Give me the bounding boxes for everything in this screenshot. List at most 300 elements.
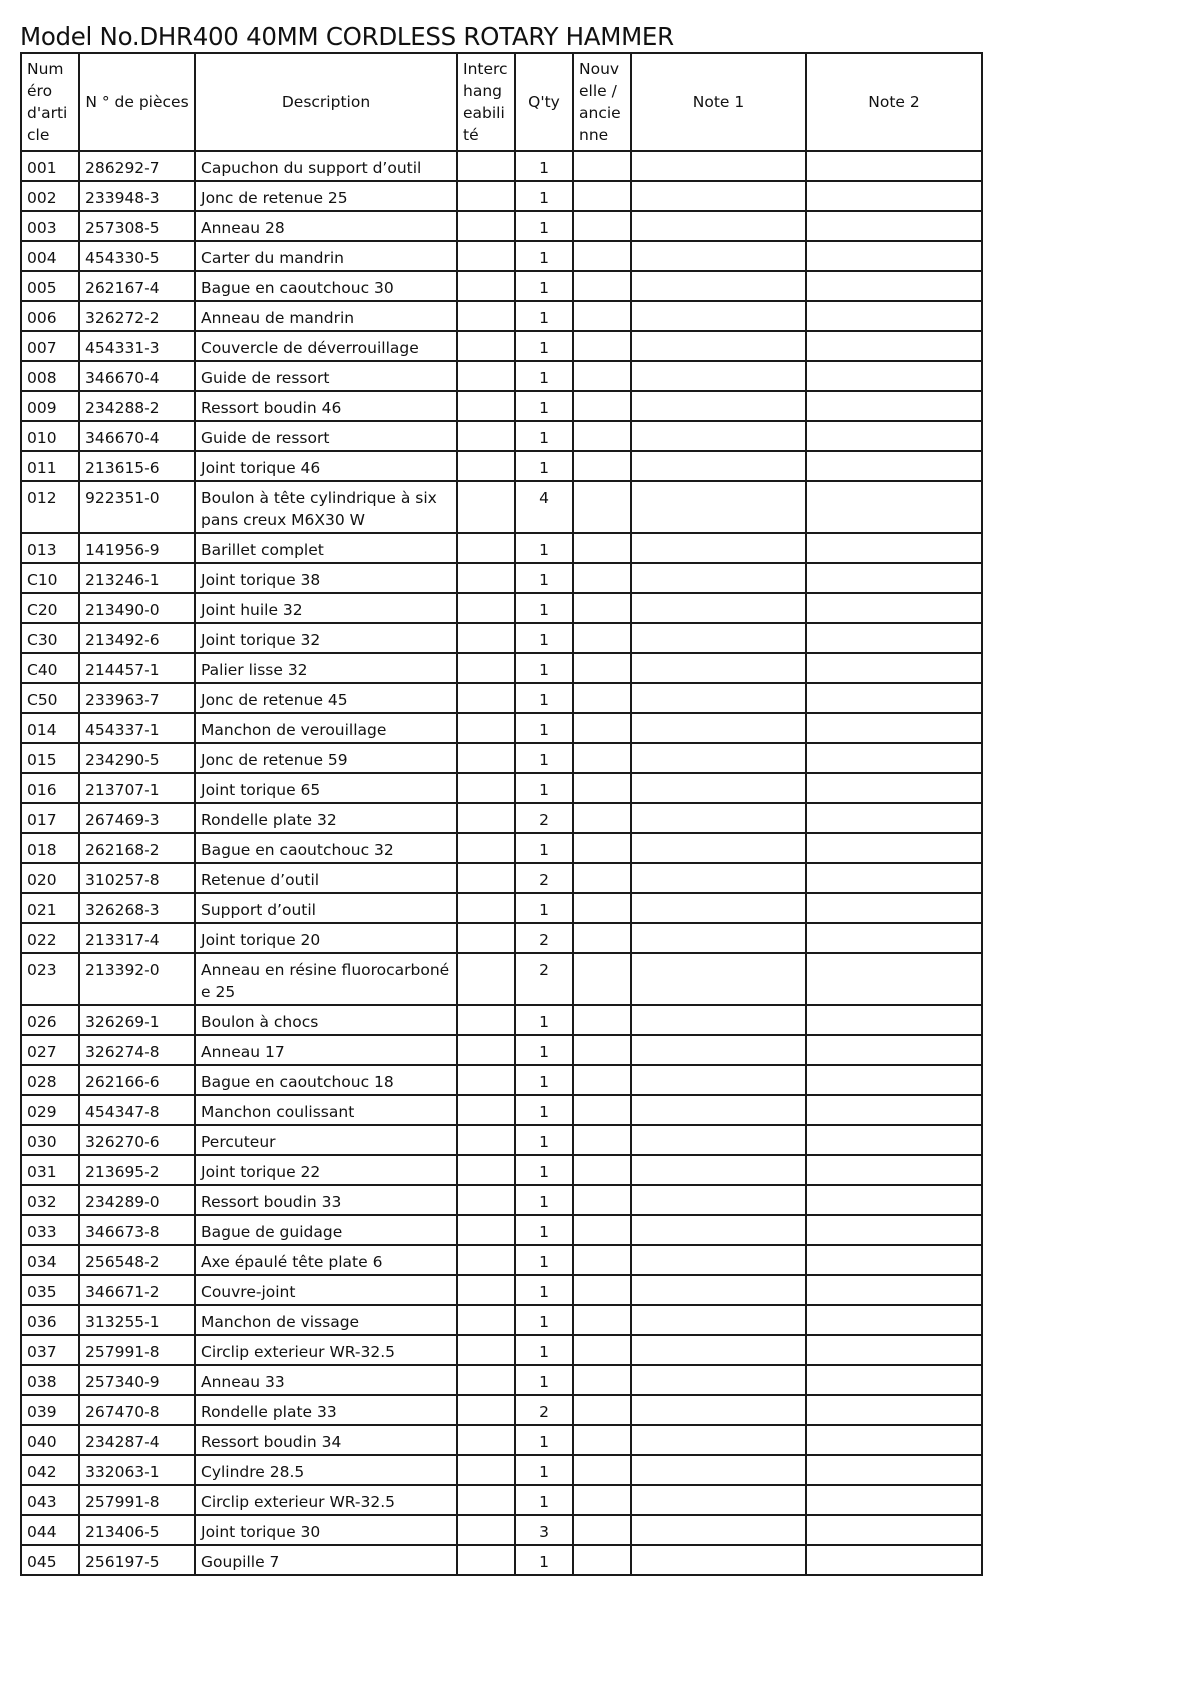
cell-interchangeability: [457, 181, 515, 211]
cell-item-number: 031: [21, 1155, 79, 1185]
cell-interchangeability: [457, 361, 515, 391]
cell-note-1: [631, 1395, 806, 1425]
cell-quantity: 1: [515, 151, 573, 181]
cell-quantity: 1: [515, 1095, 573, 1125]
cell-note-2: [806, 391, 982, 421]
cell-new-old: [573, 1185, 631, 1215]
cell-part-number: 262168-2: [79, 833, 195, 863]
cell-item-number: 007: [21, 331, 79, 361]
cell-part-number: 346671-2: [79, 1275, 195, 1305]
table-row: [21, 863, 982, 893]
cell-item-number: C40: [21, 653, 79, 683]
cell-interchangeability: [457, 1005, 515, 1035]
cell-part-number: 326274-8: [79, 1035, 195, 1065]
cell-note-1: [631, 533, 806, 563]
cell-new-old: [573, 833, 631, 863]
cell-new-old: [573, 1515, 631, 1545]
cell-item-number: 023: [21, 953, 79, 1005]
cell-description: Ressort boudin 33: [195, 1185, 457, 1215]
cell-item-number: 030: [21, 1125, 79, 1155]
table-row: [21, 1455, 982, 1485]
cell-note-1: [631, 653, 806, 683]
cell-interchangeability: [457, 1515, 515, 1545]
cell-note-1: [631, 1455, 806, 1485]
cell-note-2: [806, 1425, 982, 1455]
table-row: [21, 271, 982, 301]
cell-item-number: 020: [21, 863, 79, 893]
cell-description: Bague en caoutchouc 18: [195, 1065, 457, 1095]
cell-note-1: [631, 713, 806, 743]
cell-new-old: [573, 1545, 631, 1575]
cell-new-old: [573, 683, 631, 713]
cell-item-number: 040: [21, 1425, 79, 1455]
cell-quantity: 1: [515, 1545, 573, 1575]
table-row: [21, 1035, 982, 1065]
cell-description: Ressort boudin 34: [195, 1425, 457, 1455]
cell-item-number: 039: [21, 1395, 79, 1425]
cell-item-number: 043: [21, 1485, 79, 1515]
cell-interchangeability: [457, 451, 515, 481]
cell-new-old: [573, 1005, 631, 1035]
cell-part-number: 234289-0: [79, 1185, 195, 1215]
cell-quantity: 1: [515, 533, 573, 563]
cell-new-old: [573, 481, 631, 533]
cell-quantity: 1: [515, 1035, 573, 1065]
cell-interchangeability: [457, 923, 515, 953]
cell-item-number: 021: [21, 893, 79, 923]
cell-description: Cylindre 28.5: [195, 1455, 457, 1485]
cell-part-number: 213246-1: [79, 563, 195, 593]
cell-interchangeability: [457, 743, 515, 773]
cell-part-number: 346673-8: [79, 1215, 195, 1245]
cell-part-number: 213695-2: [79, 1155, 195, 1185]
cell-part-number: 213707-1: [79, 773, 195, 803]
cell-item-number: 012: [21, 481, 79, 533]
cell-quantity: 1: [515, 1275, 573, 1305]
cell-quantity: 1: [515, 713, 573, 743]
table-row: [21, 1155, 982, 1185]
cell-note-1: [631, 151, 806, 181]
cell-part-number: 257991-8: [79, 1485, 195, 1515]
cell-new-old: [573, 151, 631, 181]
cell-part-number: 454330-5: [79, 241, 195, 271]
cell-item-number: 035: [21, 1275, 79, 1305]
cell-note-2: [806, 301, 982, 331]
cell-interchangeability: [457, 953, 515, 1005]
cell-interchangeability: [457, 241, 515, 271]
cell-quantity: 1: [515, 1365, 573, 1395]
cell-item-number: 008: [21, 361, 79, 391]
cell-part-number: 213406-5: [79, 1515, 195, 1545]
cell-quantity: 1: [515, 893, 573, 923]
cell-item-number: 009: [21, 391, 79, 421]
cell-note-1: [631, 1095, 806, 1125]
cell-new-old: [573, 953, 631, 1005]
table-row: [21, 421, 982, 451]
cell-description: Manchon de vissage: [195, 1305, 457, 1335]
cell-note-2: [806, 1545, 982, 1575]
cell-part-number: 262167-4: [79, 271, 195, 301]
cell-description: Carter du mandrin: [195, 241, 457, 271]
table-row: [21, 1005, 982, 1035]
cell-note-1: [631, 1275, 806, 1305]
cell-part-number: 141956-9: [79, 533, 195, 563]
cell-interchangeability: [457, 1095, 515, 1125]
cell-item-number: 006: [21, 301, 79, 331]
cell-part-number: 454347-8: [79, 1095, 195, 1125]
cell-new-old: [573, 773, 631, 803]
table-row: [21, 563, 982, 593]
cell-note-1: [631, 563, 806, 593]
cell-description: Couvre-joint: [195, 1275, 457, 1305]
table-row: [21, 301, 982, 331]
cell-interchangeability: [457, 653, 515, 683]
cell-interchangeability: [457, 1485, 515, 1515]
cell-item-number: 017: [21, 803, 79, 833]
cell-quantity: 1: [515, 1125, 573, 1155]
cell-item-number: C30: [21, 623, 79, 653]
cell-note-2: [806, 893, 982, 923]
cell-interchangeability: [457, 773, 515, 803]
cell-interchangeability: [457, 151, 515, 181]
cell-quantity: 2: [515, 1395, 573, 1425]
cell-description: Rondelle plate 33: [195, 1395, 457, 1425]
cell-new-old: [573, 361, 631, 391]
cell-description: Jonc de retenue 45: [195, 683, 457, 713]
cell-interchangeability: [457, 211, 515, 241]
cell-part-number: 326268-3: [79, 893, 195, 923]
cell-note-1: [631, 1485, 806, 1515]
cell-description: Goupille 7: [195, 1545, 457, 1575]
cell-new-old: [573, 1095, 631, 1125]
table-row: [21, 1545, 982, 1575]
cell-item-number: 032: [21, 1185, 79, 1215]
cell-note-1: [631, 271, 806, 301]
cell-new-old: [573, 1335, 631, 1365]
cell-new-old: [573, 893, 631, 923]
cell-note-1: [631, 1005, 806, 1035]
cell-description: Bague en caoutchouc 32: [195, 833, 457, 863]
cell-interchangeability: [457, 331, 515, 361]
cell-note-1: [631, 833, 806, 863]
cell-item-number: 013: [21, 533, 79, 563]
cell-part-number: 256548-2: [79, 1245, 195, 1275]
cell-note-1: [631, 481, 806, 533]
cell-part-number: 234287-4: [79, 1425, 195, 1455]
cell-note-2: [806, 481, 982, 533]
table-row: [21, 1245, 982, 1275]
cell-description: Ressort boudin 46: [195, 391, 457, 421]
cell-item-number: 034: [21, 1245, 79, 1275]
cell-interchangeability: [457, 1245, 515, 1275]
cell-item-number: 016: [21, 773, 79, 803]
cell-part-number: 454337-1: [79, 713, 195, 743]
cell-interchangeability: [457, 421, 515, 451]
cell-part-number: 257340-9: [79, 1365, 195, 1395]
cell-quantity: 1: [515, 1335, 573, 1365]
cell-item-number: C10: [21, 563, 79, 593]
cell-item-number: 038: [21, 1365, 79, 1395]
table-row: [21, 833, 982, 863]
cell-note-1: [631, 331, 806, 361]
cell-part-number: 213492-6: [79, 623, 195, 653]
cell-note-2: [806, 1275, 982, 1305]
cell-item-number: C20: [21, 593, 79, 623]
cell-interchangeability: [457, 481, 515, 533]
column-header-interchangeability: Interchangeabilité: [457, 53, 515, 151]
cell-note-2: [806, 743, 982, 773]
cell-quantity: 1: [515, 593, 573, 623]
cell-part-number: 234288-2: [79, 391, 195, 421]
table-row: [21, 743, 982, 773]
cell-interchangeability: [457, 1305, 515, 1335]
cell-note-2: [806, 563, 982, 593]
table-row: [21, 953, 982, 1005]
cell-note-1: [631, 1425, 806, 1455]
table-row: [21, 593, 982, 623]
cell-note-1: [631, 301, 806, 331]
cell-item-number: 045: [21, 1545, 79, 1575]
column-header-note-1: Note 1: [631, 53, 806, 151]
cell-part-number: 922351-0: [79, 481, 195, 533]
cell-interchangeability: [457, 1395, 515, 1425]
page-title: Model No.DHR400 40MM CORDLESS ROTARY HAMMER: [20, 22, 674, 51]
cell-part-number: 234290-5: [79, 743, 195, 773]
cell-item-number: 002: [21, 181, 79, 211]
cell-note-1: [631, 1335, 806, 1365]
cell-note-2: [806, 151, 982, 181]
cell-note-2: [806, 1005, 982, 1035]
cell-new-old: [573, 563, 631, 593]
cell-part-number: 310257-8: [79, 863, 195, 893]
cell-note-2: [806, 1515, 982, 1545]
cell-interchangeability: [457, 1365, 515, 1395]
cell-interchangeability: [457, 833, 515, 863]
cell-new-old: [573, 743, 631, 773]
cell-item-number: 044: [21, 1515, 79, 1545]
cell-item-number: 027: [21, 1035, 79, 1065]
cell-note-1: [631, 683, 806, 713]
cell-part-number: 213392-0: [79, 953, 195, 1005]
cell-note-2: [806, 1455, 982, 1485]
cell-quantity: 4: [515, 481, 573, 533]
table-row: [21, 1425, 982, 1455]
cell-quantity: 1: [515, 563, 573, 593]
cell-item-number: 036: [21, 1305, 79, 1335]
cell-description: Joint torique 22: [195, 1155, 457, 1185]
cell-description: Capuchon du support d’outil: [195, 151, 457, 181]
table-row: [21, 533, 982, 563]
table-row: [21, 1065, 982, 1095]
cell-description: Anneau en résine fluorocarbonée 25: [195, 953, 457, 1005]
cell-quantity: 1: [515, 421, 573, 451]
cell-description: Jonc de retenue 25: [195, 181, 457, 211]
cell-part-number: 267470-8: [79, 1395, 195, 1425]
cell-description: Circlip exterieur WR-32.5: [195, 1485, 457, 1515]
cell-new-old: [573, 803, 631, 833]
cell-quantity: 1: [515, 1185, 573, 1215]
cell-note-2: [806, 241, 982, 271]
cell-interchangeability: [457, 623, 515, 653]
cell-description: Joint torique 32: [195, 623, 457, 653]
cell-item-number: 003: [21, 211, 79, 241]
cell-quantity: 1: [515, 301, 573, 331]
cell-note-2: [806, 1395, 982, 1425]
cell-new-old: [573, 713, 631, 743]
table-row: [21, 623, 982, 653]
cell-description: Rondelle plate 32: [195, 803, 457, 833]
cell-description: Jonc de retenue 59: [195, 743, 457, 773]
cell-item-number: 033: [21, 1215, 79, 1245]
cell-interchangeability: [457, 1125, 515, 1155]
cell-description: Joint torique 30: [195, 1515, 457, 1545]
cell-interchangeability: [457, 803, 515, 833]
cell-item-number: 004: [21, 241, 79, 271]
cell-note-1: [631, 1065, 806, 1095]
cell-note-1: [631, 1155, 806, 1185]
table-row: [21, 451, 982, 481]
cell-note-1: [631, 593, 806, 623]
column-header-item-number: Numéro d'article: [21, 53, 79, 151]
cell-note-2: [806, 683, 982, 713]
cell-new-old: [573, 863, 631, 893]
cell-interchangeability: [457, 271, 515, 301]
cell-interchangeability: [457, 713, 515, 743]
cell-part-number: 454331-3: [79, 331, 195, 361]
cell-note-2: [806, 533, 982, 563]
cell-quantity: 2: [515, 863, 573, 893]
cell-new-old: [573, 391, 631, 421]
cell-quantity: 1: [515, 1215, 573, 1245]
cell-note-2: [806, 623, 982, 653]
cell-quantity: 1: [515, 1155, 573, 1185]
cell-note-2: [806, 1215, 982, 1245]
cell-part-number: 326272-2: [79, 301, 195, 331]
table-row: [21, 1305, 982, 1335]
cell-part-number: 213317-4: [79, 923, 195, 953]
cell-quantity: 1: [515, 241, 573, 271]
cell-item-number: 014: [21, 713, 79, 743]
cell-interchangeability: [457, 1065, 515, 1095]
cell-note-1: [631, 1545, 806, 1575]
cell-new-old: [573, 271, 631, 301]
cell-note-2: [806, 1245, 982, 1275]
cell-quantity: 1: [515, 1245, 573, 1275]
cell-item-number: 029: [21, 1095, 79, 1125]
cell-note-1: [631, 211, 806, 241]
cell-description: Anneau 33: [195, 1365, 457, 1395]
cell-quantity: 1: [515, 391, 573, 421]
cell-description: Manchon de verouillage: [195, 713, 457, 743]
cell-interchangeability: [457, 893, 515, 923]
cell-new-old: [573, 1065, 631, 1095]
table-row: [21, 1335, 982, 1365]
cell-description: Joint torique 20: [195, 923, 457, 953]
table-row: [21, 1485, 982, 1515]
cell-new-old: [573, 1035, 631, 1065]
cell-note-2: [806, 1155, 982, 1185]
cell-note-2: [806, 181, 982, 211]
cell-description: Joint torique 65: [195, 773, 457, 803]
cell-part-number: 346670-4: [79, 421, 195, 451]
cell-description: Anneau 17: [195, 1035, 457, 1065]
cell-interchangeability: [457, 1335, 515, 1365]
cell-interchangeability: [457, 593, 515, 623]
cell-description: Bague en caoutchouc 30: [195, 271, 457, 301]
cell-description: Anneau 28: [195, 211, 457, 241]
cell-note-2: [806, 593, 982, 623]
cell-quantity: 1: [515, 1065, 573, 1095]
cell-new-old: [573, 593, 631, 623]
cell-part-number: 332063-1: [79, 1455, 195, 1485]
cell-note-2: [806, 421, 982, 451]
cell-quantity: 1: [515, 683, 573, 713]
cell-part-number: 346670-4: [79, 361, 195, 391]
cell-part-number: 262166-6: [79, 1065, 195, 1095]
cell-note-1: [631, 181, 806, 211]
cell-note-1: [631, 421, 806, 451]
cell-quantity: 1: [515, 331, 573, 361]
cell-new-old: [573, 211, 631, 241]
cell-note-2: [806, 863, 982, 893]
cell-description: Support d’outil: [195, 893, 457, 923]
cell-interchangeability: [457, 301, 515, 331]
cell-note-1: [631, 1245, 806, 1275]
cell-note-1: [631, 743, 806, 773]
cell-item-number: C50: [21, 683, 79, 713]
cell-note-2: [806, 1305, 982, 1335]
table-row: [21, 151, 982, 181]
cell-quantity: 1: [515, 623, 573, 653]
cell-interchangeability: [457, 391, 515, 421]
table-row: [21, 803, 982, 833]
table-header-row: [21, 53, 982, 151]
cell-item-number: 022: [21, 923, 79, 953]
cell-part-number: 213490-0: [79, 593, 195, 623]
cell-interchangeability: [457, 1425, 515, 1455]
cell-description: Axe épaulé tête plate 6: [195, 1245, 457, 1275]
cell-item-number: 037: [21, 1335, 79, 1365]
cell-item-number: 015: [21, 743, 79, 773]
column-header-new-old: Nouvelle / ancienne: [573, 53, 631, 151]
table-row: [21, 481, 982, 533]
cell-description: Joint huile 32: [195, 593, 457, 623]
cell-interchangeability: [457, 683, 515, 713]
cell-note-1: [631, 953, 806, 1005]
column-header-part-number: N ° de pièces: [79, 53, 195, 151]
cell-interchangeability: [457, 1185, 515, 1215]
cell-note-1: [631, 241, 806, 271]
cell-new-old: [573, 1425, 631, 1455]
cell-item-number: 005: [21, 271, 79, 301]
cell-note-2: [806, 271, 982, 301]
cell-description: Circlip exterieur WR-32.5: [195, 1335, 457, 1365]
cell-note-2: [806, 1365, 982, 1395]
cell-new-old: [573, 451, 631, 481]
cell-quantity: 1: [515, 451, 573, 481]
cell-description: Bague de guidage: [195, 1215, 457, 1245]
cell-quantity: 1: [515, 833, 573, 863]
cell-part-number: 326270-6: [79, 1125, 195, 1155]
cell-item-number: 011: [21, 451, 79, 481]
cell-description: Joint torique 46: [195, 451, 457, 481]
cell-note-1: [631, 451, 806, 481]
cell-quantity: 1: [515, 1005, 573, 1035]
parts-table: [20, 52, 983, 1576]
cell-interchangeability: [457, 1035, 515, 1065]
cell-quantity: 1: [515, 1485, 573, 1515]
cell-note-1: [631, 1515, 806, 1545]
